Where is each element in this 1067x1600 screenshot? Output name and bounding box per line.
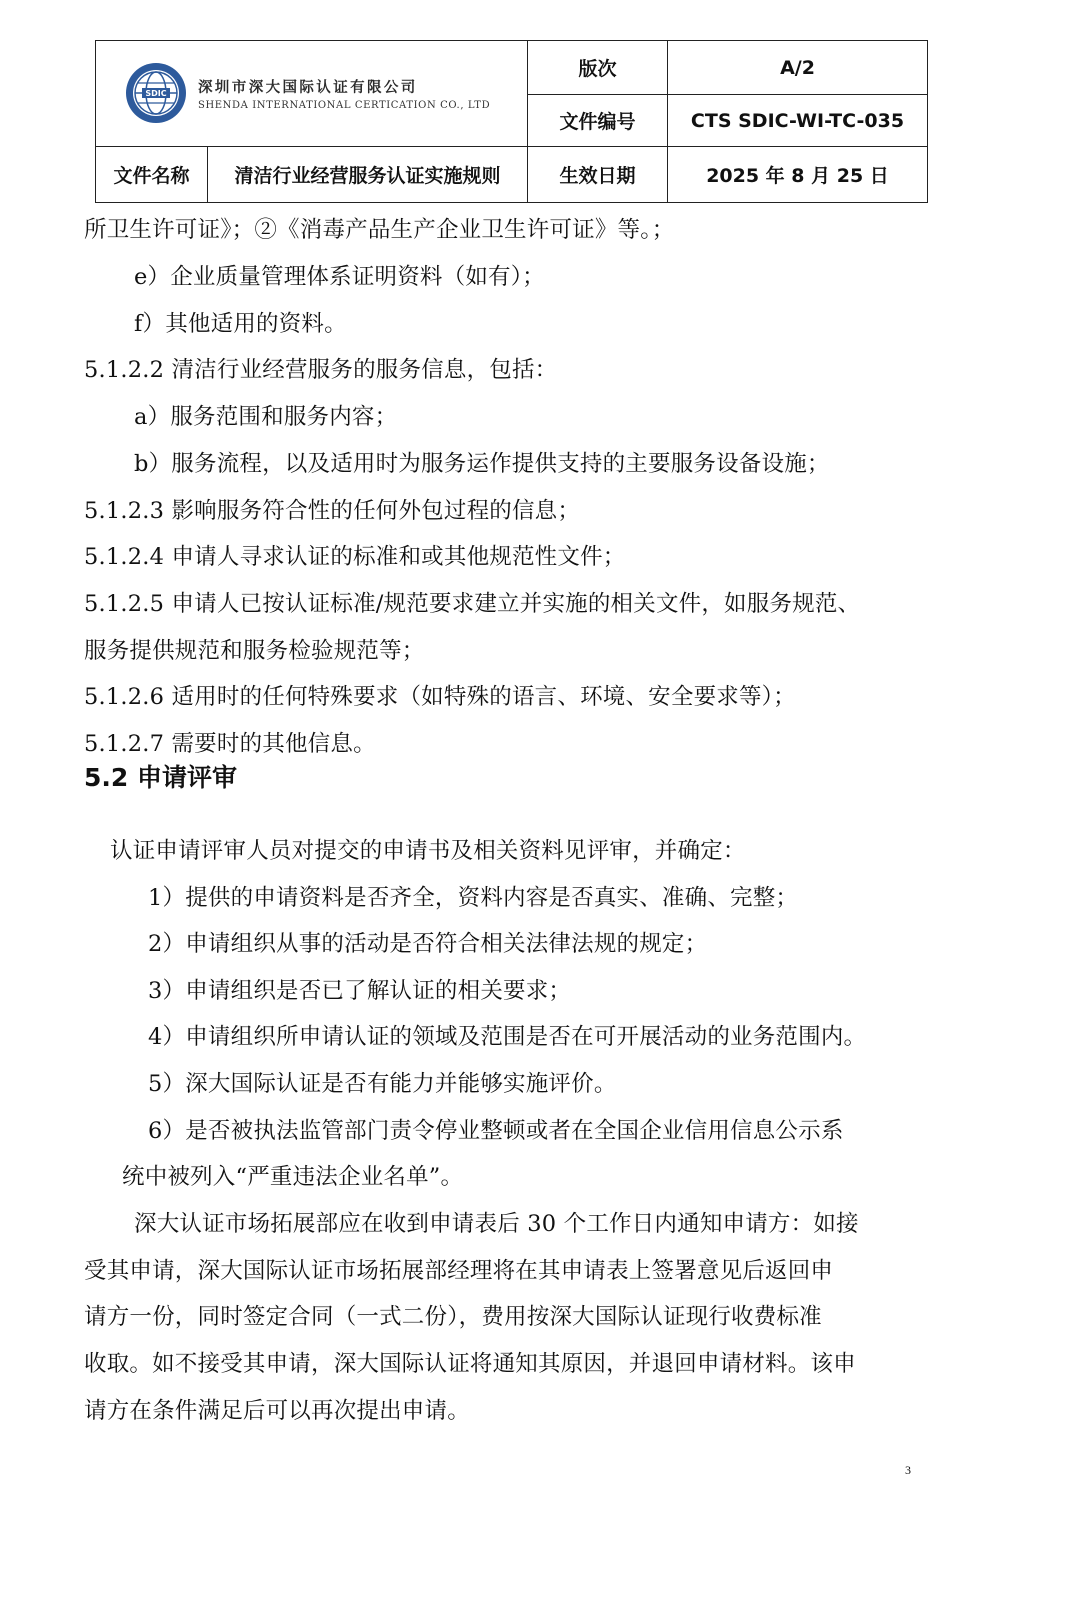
doc-name-label: 文件名称 — [96, 147, 208, 203]
doc-number-label: 文件编号 — [528, 95, 668, 147]
clause-line: 5.1.2.2 清洁行业经营服务的服务信息，包括： — [84, 357, 558, 383]
paragraph-line: 请方在条件满足后可以再次提出申请。 — [84, 1398, 470, 1424]
document-header-table — [95, 40, 928, 203]
company-logo-cell — [96, 41, 528, 147]
list-item: 2）申请组织从事的活动是否符合相关法律法规的规定； — [148, 931, 708, 957]
list-item: e）企业质量管理体系证明资料（如有）； — [134, 264, 545, 290]
paragraph-line: 所卫生许可证》；②《消毒产品生产企业卫生许可证》等。； — [84, 217, 675, 243]
clause-line: 5.1.2.6 适用时的任何特殊要求（如特殊的语言、环境、安全要求等）； — [84, 684, 796, 710]
list-item: 4）申请组织所申请认证的领域及范围是否在可开展活动的业务范围内。 — [148, 1024, 867, 1050]
clause-line: 5.1.2.5 申请人已按认证标准/规范要求建立并实施的相关文件，如服务规范、 — [84, 591, 861, 617]
version-label: 版次 — [528, 41, 668, 95]
clause-line: 服务提供规范和服务检验规范等； — [84, 638, 425, 664]
company-logo — [124, 61, 490, 125]
company-name-cn: 深圳市深大国际认证有限公司 — [198, 79, 418, 96]
clause-line: 5.1.2.4 申请人寻求认证的标准和或其他规范性文件； — [84, 544, 626, 570]
svg-text:SDIC: SDIC — [145, 89, 167, 98]
list-item: 6）是否被执法监管部门责令停业整顿或者在全国企业信用信息公示系 — [148, 1118, 844, 1144]
list-item: f）其他适用的资料。 — [134, 311, 347, 337]
clause-line: 5.1.2.7 需要时的其他信息。 — [84, 731, 376, 757]
list-item: b）服务流程，以及适用时为服务运作提供支持的主要服务设备设施； — [134, 451, 830, 477]
section-heading: 5.2 申请评审 — [84, 763, 237, 792]
company-name-en: SHENDA INTERNATIONAL CERTICATION CO., LTD — [198, 99, 491, 111]
globe-logo-icon — [124, 61, 188, 125]
paragraph-line: 请方一份，同时签定合同（一式二份），费用按深大国际认证现行收费标准 — [84, 1304, 822, 1330]
effective-date-value: 2025 年 8 月 25 日 — [668, 147, 928, 203]
doc-name-value: 清洁行业经营服务认证实施规则 — [208, 147, 528, 203]
paragraph-line: 受其申请，深大国际认证市场拓展部经理将在其申请表上签署意见后返回申 — [84, 1258, 834, 1284]
list-item: 3）申请组织是否已了解认证的相关要求； — [148, 978, 572, 1004]
list-item: 5）深大国际认证是否有能力并能够实施评价。 — [148, 1071, 617, 1097]
doc-number-value: CTS SDIC-WI-TC-035 — [668, 95, 928, 147]
effective-date-label: 生效日期 — [528, 147, 668, 203]
list-item: 统中被列入“严重违法企业名单”。 — [122, 1164, 464, 1190]
list-item: a）服务范围和服务内容； — [134, 404, 398, 430]
page-number: 3 — [905, 1463, 911, 1477]
paragraph-line: 深大认证市场拓展部应在收到申请表后 30 个工作日内通知申请方：如接 — [134, 1211, 859, 1237]
paragraph-line: 认证申请评审人员对提交的申请书及相关资料见评审，并确定： — [110, 838, 746, 864]
paragraph-line: 收取。如不接受其申请，深大国际认证将通知其原因，并退回申请材料。该申 — [84, 1351, 856, 1377]
clause-line: 5.1.2.3 影响服务符合性的任何外包过程的信息； — [84, 498, 581, 524]
list-item: 1）提供的申请资料是否齐全，资料内容是否真实、准确、完整； — [148, 885, 799, 911]
version-value: A/2 — [668, 41, 928, 95]
